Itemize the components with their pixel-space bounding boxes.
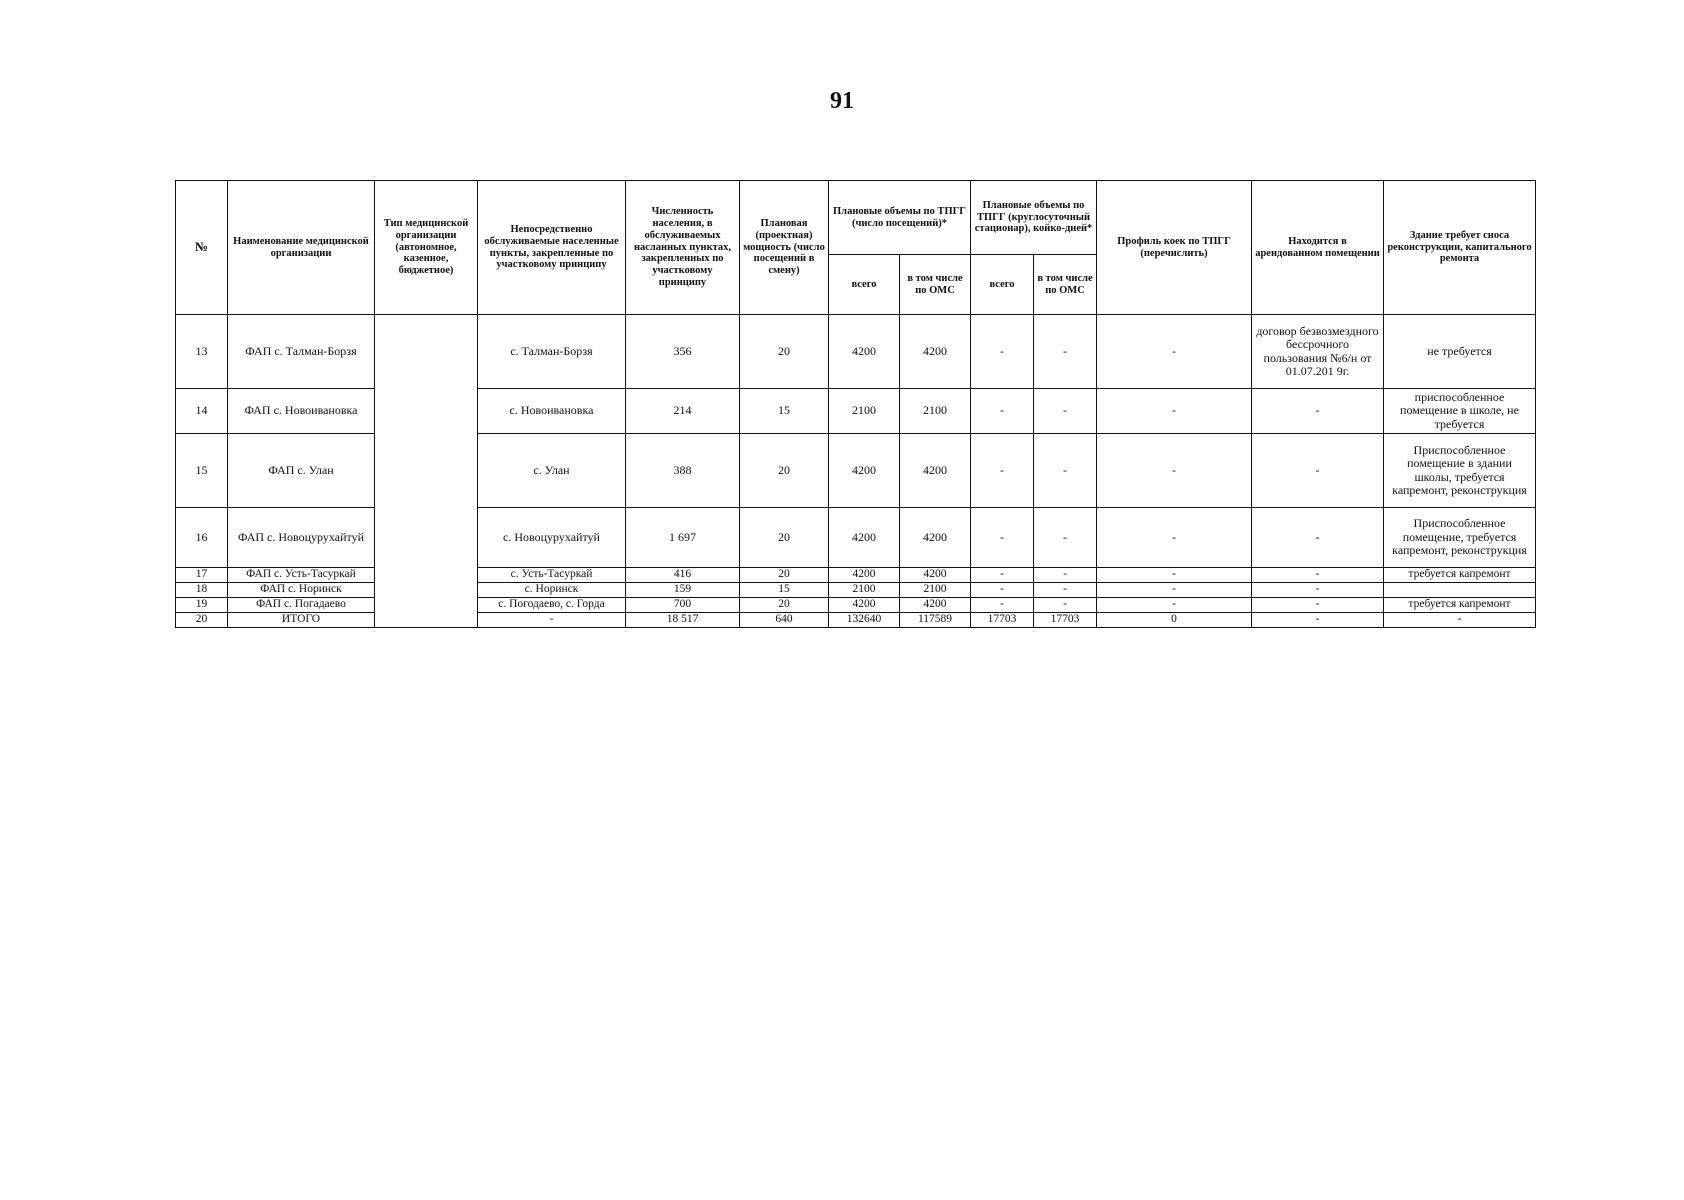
cell-visits-total: 4200 [829,315,900,389]
cell-building: - [1384,613,1536,628]
header-bed-profile: Профиль коек по ТПГГ (перечислить) [1097,181,1252,315]
cell-bed-oms: - [1034,315,1097,389]
cell-settlements: с. Новоцурухайтуй [478,508,626,568]
cell-visits-oms: 4200 [900,568,971,583]
cell-bed-total: - [971,583,1034,598]
cell-population: 700 [626,598,740,613]
cell-capacity: 20 [740,508,829,568]
cell-rented: договор безвозмездного бессрочного пользования №6/н от 01.07.201 9г. [1252,315,1384,389]
cell-capacity: 640 [740,613,829,628]
cell-capacity: 20 [740,434,829,508]
cell-bed-total: - [971,598,1034,613]
cell-rented: - [1252,389,1384,434]
cell-bed-oms: - [1034,434,1097,508]
cell-bed-profile: - [1097,583,1252,598]
cell-visits-oms: 4200 [900,598,971,613]
cell-rented: - [1252,568,1384,583]
header-building: Здание требует сноса реконструкции, капитального ремонта [1384,181,1536,315]
cell-visits-total: 132640 [829,613,900,628]
cell-capacity: 20 [740,598,829,613]
cell-num: 14 [176,389,228,434]
header-bed-oms: в том числе по ОМС [1034,255,1097,315]
page-number: 91 [830,88,854,114]
cell-visits-total: 4200 [829,568,900,583]
cell-population: 388 [626,434,740,508]
cell-building: требуется капремонт [1384,568,1536,583]
cell-num: 20 [176,613,228,628]
cell-bed-total: - [971,315,1034,389]
cell-population: 18 517 [626,613,740,628]
cell-bed-profile: - [1097,434,1252,508]
planned-volumes-table [175,180,1536,628]
cell-bed-profile: - [1097,389,1252,434]
header-bed-group: Плановые объемы по ТПГГ (круглосуточный стационар), койко-дней* [971,181,1097,255]
header-capacity: Плановая (проектная) мощность (число посещений в смену) [740,181,829,315]
cell-type [375,315,478,628]
cell-name: ФАП с. Улан [228,434,375,508]
cell-settlements: с. Погодаево, с. Горда [478,598,626,613]
cell-capacity: 20 [740,568,829,583]
cell-settlements: - [478,613,626,628]
cell-rented: - [1252,508,1384,568]
cell-name: ФАП с. Норинск [228,583,375,598]
cell-settlements: с. Норинск [478,583,626,598]
cell-num: 13 [176,315,228,389]
cell-visits-oms: 2100 [900,389,971,434]
cell-population: 1 697 [626,508,740,568]
header-visits-oms: в том числе по ОМС [900,255,971,315]
cell-population: 214 [626,389,740,434]
cell-bed-total: 17703 [971,613,1034,628]
cell-settlements: с. Усть-Тасуркай [478,568,626,583]
cell-population: 356 [626,315,740,389]
cell-building: Приспособленное помещение в здании школы, требуется капремонт, реконструкция [1384,434,1536,508]
cell-building: требуется капремонт [1384,598,1536,613]
cell-name: ФАП с. Погадаево [228,598,375,613]
cell-visits-oms: 4200 [900,434,971,508]
cell-rented: - [1252,613,1384,628]
header-settlements: Непосредственно обслуживаемые населенные пункты, закрепленные по участковому принципу [478,181,626,315]
cell-name: ФАП с. Новоивановка [228,389,375,434]
cell-name: ФАП с. Усть-Тасуркай [228,568,375,583]
cell-bed-oms: - [1034,389,1097,434]
cell-visits-oms: 117589 [900,613,971,628]
cell-building: Приспособленное помещение, требуется капремонт, реконструкция [1384,508,1536,568]
cell-building: приспособленное помещение в школе, не требуется [1384,389,1536,434]
cell-bed-profile: - [1097,315,1252,389]
cell-bed-profile: 0 [1097,613,1252,628]
cell-building [1384,583,1536,598]
table-header-row [176,181,1536,255]
cell-bed-oms: - [1034,508,1097,568]
header-visits-group: Плановые объемы по ТПГГ (число посещений)* [829,181,971,255]
cell-bed-total: - [971,389,1034,434]
cell-settlements: с. Улан [478,434,626,508]
cell-bed-oms: 17703 [1034,613,1097,628]
cell-num: 18 [176,583,228,598]
table-row [176,315,1536,389]
cell-bed-total: - [971,508,1034,568]
cell-num: 17 [176,568,228,583]
cell-bed-oms: - [1034,598,1097,613]
cell-building: не требуется [1384,315,1536,389]
cell-settlements: с. Новоивановка [478,389,626,434]
cell-num: 16 [176,508,228,568]
header-visits-total: всего [829,255,900,315]
cell-visits-total: 4200 [829,598,900,613]
cell-population: 159 [626,583,740,598]
cell-bed-total: - [971,434,1034,508]
cell-num: 15 [176,434,228,508]
cell-settlements: с. Талман-Борзя [478,315,626,389]
cell-bed-profile: - [1097,598,1252,613]
cell-visits-total: 4200 [829,434,900,508]
header-num: № [176,181,228,315]
cell-population: 416 [626,568,740,583]
cell-name: ФАП с. Новоцурухайтуй [228,508,375,568]
cell-capacity: 15 [740,583,829,598]
cell-bed-profile: - [1097,568,1252,583]
cell-visits-total: 2100 [829,583,900,598]
cell-visits-oms: 2100 [900,583,971,598]
cell-bed-oms: - [1034,568,1097,583]
header-bed-total: всего [971,255,1034,315]
cell-visits-oms: 4200 [900,315,971,389]
header-population: Численность населения, в обслуживаемых насланных пунктах, закрепленных по участковому принципу [626,181,740,315]
cell-capacity: 15 [740,389,829,434]
cell-name: ФАП с. Талман-Борзя [228,315,375,389]
header-name: Наименование медицинской организации [228,181,375,315]
cell-rented: - [1252,583,1384,598]
header-type: Тип медицинской организации (автономное, казенное, бюджетное) [375,181,478,315]
cell-bed-oms: - [1034,583,1097,598]
cell-rented: - [1252,598,1384,613]
cell-bed-profile: - [1097,508,1252,568]
cell-visits-oms: 4200 [900,508,971,568]
cell-bed-total: - [971,568,1034,583]
header-rented: Находится в арендованном помещении [1252,181,1384,315]
cell-visits-total: 2100 [829,389,900,434]
cell-rented: - [1252,434,1384,508]
cell-name: ИТОГО [228,613,375,628]
cell-visits-total: 4200 [829,508,900,568]
cell-capacity: 20 [740,315,829,389]
cell-num: 19 [176,598,228,613]
